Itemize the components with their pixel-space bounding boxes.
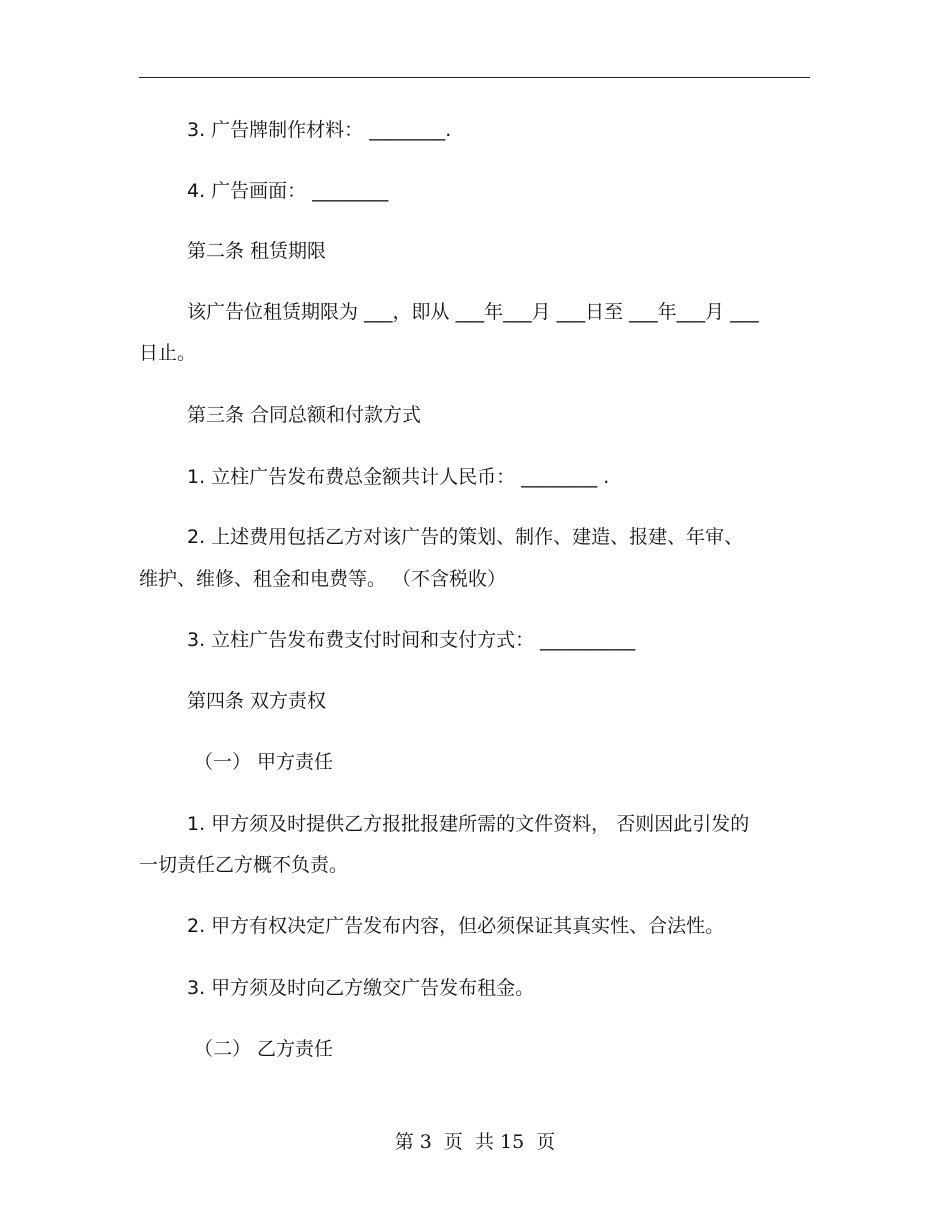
party-a-clause-2: 2. 甲方有权决定广告发布内容，但必须保证其真实性、合法性。 bbox=[187, 915, 725, 937]
lease-term-line-1: 该广告位租赁期限为 ___，即从 ___年___月 ___日至 ___年___月 ___ bbox=[187, 301, 759, 323]
party-a-clause-3: 3. 甲方须及时向乙方缴交广告发布租金。 bbox=[187, 977, 535, 999]
party-a-heading: （一） 甲方责任 bbox=[194, 751, 334, 773]
party-a-clause-1-line-2: 一切责任乙方概不负责。 bbox=[139, 854, 349, 876]
clause-fee-scope-line-1: 2. 上述费用包括乙方对该广告的策划、制作、建造、报建、年审、 bbox=[187, 526, 744, 548]
clause-payment-method: 3. 立柱广告发布费支付时间和支付方式： __________ bbox=[187, 629, 636, 651]
page-number-footer: 第 3 页 共 15 页 bbox=[394, 1131, 556, 1153]
clause-picture: 4. 广告画面： ________ bbox=[187, 180, 389, 202]
party-b-heading: （二） 乙方责任 bbox=[194, 1038, 334, 1060]
clause-total-amount: 1. 立柱广告发布费总金额共计人民币： ________ . bbox=[187, 466, 610, 488]
party-a-clause-1-line-1: 1. 甲方须及时提供乙方报批报建所需的文件资料， 否则因此引发的 bbox=[187, 813, 750, 835]
article-3-heading: 第三条 合同总额和付款方式 bbox=[187, 404, 422, 426]
clause-material: 3. 广告牌制作材料： ________. bbox=[187, 119, 452, 141]
article-4-heading: 第四条 双方责权 bbox=[187, 690, 327, 712]
clause-fee-scope-line-2: 维护、维修、租金和电费等。 （不含税收） bbox=[139, 568, 507, 590]
article-2-heading: 第二条 租赁期限 bbox=[187, 240, 327, 262]
lease-term-line-2: 日止。 bbox=[139, 342, 197, 364]
header-rule bbox=[139, 77, 810, 78]
